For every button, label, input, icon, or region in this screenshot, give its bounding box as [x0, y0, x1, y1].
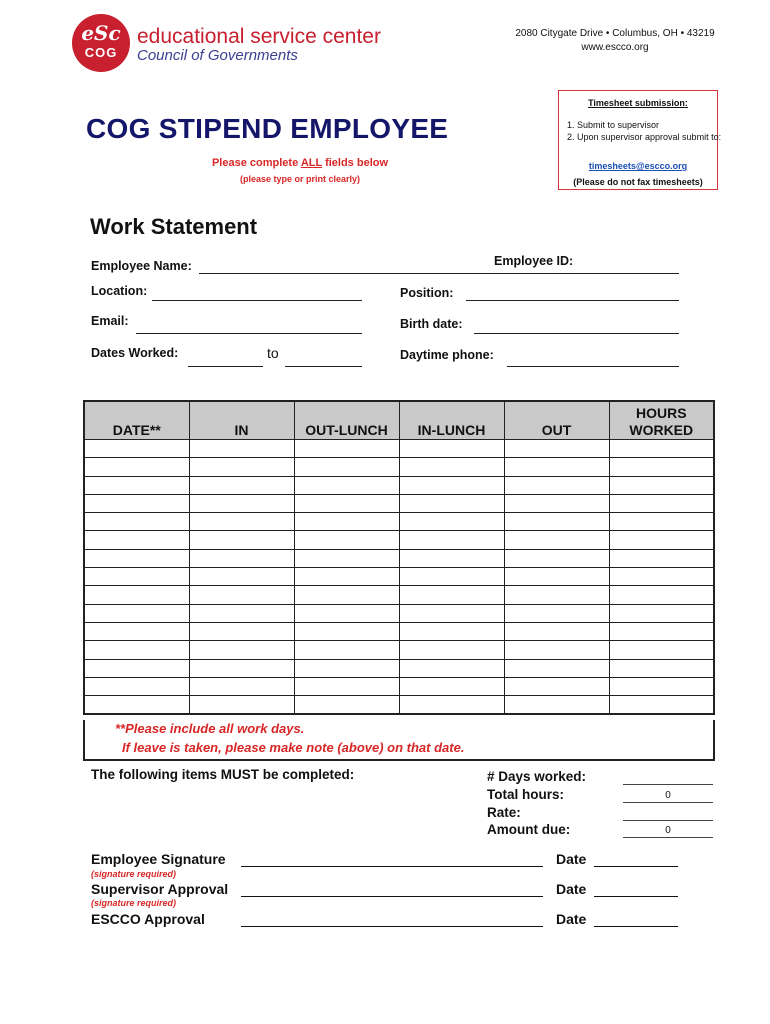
timesheet-cell[interactable] [84, 659, 189, 677]
timesheet-cell[interactable] [294, 531, 399, 549]
timesheet-cell[interactable] [609, 677, 714, 695]
timesheet-cell[interactable] [504, 604, 609, 622]
instruction-line [180, 157, 420, 169]
timesheet-cell[interactable] [504, 494, 609, 512]
timesheet-cell[interactable] [609, 696, 714, 715]
employee-date-field[interactable] [594, 866, 678, 867]
timesheet-cell[interactable] [609, 494, 714, 512]
logo-text-top: eSc [81, 21, 121, 45]
table-row [84, 494, 714, 512]
timesheet-cell[interactable] [399, 641, 504, 659]
table-row [84, 531, 714, 549]
timesheet-cell[interactable] [609, 568, 714, 586]
timesheet-cell[interactable] [609, 641, 714, 659]
table-row [84, 513, 714, 531]
timesheet-cell[interactable] [399, 494, 504, 512]
timesheet-cell[interactable] [189, 440, 294, 458]
timesheet-cell[interactable] [504, 549, 609, 567]
dates-worked-from-field[interactable] [188, 366, 263, 367]
timesheet-cell[interactable] [84, 622, 189, 640]
timesheet-cell[interactable] [399, 458, 504, 476]
instruction-subline: (please type or print clearly) [239, 174, 361, 184]
org-subtitle: Council of Governments [137, 47, 298, 64]
days-worked-field[interactable] [623, 771, 713, 785]
timesheet-cell[interactable] [609, 458, 714, 476]
timesheet-cell[interactable] [189, 641, 294, 659]
timesheet-cell[interactable] [609, 586, 714, 604]
days-worked-label: # Days worked: [487, 769, 587, 784]
dates-worked-label: Dates Worked: [91, 346, 179, 360]
timesheet-cell[interactable] [609, 622, 714, 640]
escco-approval-label: ESCCO Approval [91, 911, 205, 927]
timesheet-cell[interactable] [294, 458, 399, 476]
timesheet-cell[interactable] [189, 677, 294, 695]
timesheet-cell[interactable] [189, 696, 294, 715]
timesheet-cell[interactable] [609, 604, 714, 622]
table-row [84, 641, 714, 659]
submission-email-link[interactable]: timesheets@escco.org [588, 161, 688, 171]
timesheet-cell[interactable] [609, 440, 714, 458]
timesheet-cell[interactable] [294, 677, 399, 695]
column-header-date: DATE** [84, 401, 189, 440]
timesheet-cell[interactable] [504, 677, 609, 695]
dates-to-label: to [267, 345, 279, 361]
timesheet-cell[interactable] [84, 494, 189, 512]
supervisor-signature-field[interactable] [241, 896, 543, 897]
timesheet-cell[interactable] [84, 586, 189, 604]
timesheet-cell[interactable] [189, 476, 294, 494]
timesheet-cell[interactable] [84, 641, 189, 659]
timesheet-cell[interactable] [84, 513, 189, 531]
signature-required-note: (signature required) [91, 898, 177, 908]
timesheet-cell[interactable] [84, 549, 189, 567]
timesheet-cell[interactable] [294, 622, 399, 640]
table-row [84, 659, 714, 677]
timesheet-cell[interactable] [189, 622, 294, 640]
table-row [84, 604, 714, 622]
timesheet-cell[interactable] [294, 494, 399, 512]
position-field[interactable] [466, 300, 679, 301]
amount-due-field[interactable]: 0 [623, 824, 713, 838]
timesheet-cell[interactable] [504, 659, 609, 677]
timesheet-cell[interactable] [294, 604, 399, 622]
column-header-hours-worked [609, 401, 714, 440]
timesheet-cell[interactable] [504, 641, 609, 659]
daytime-phone-label: Daytime phone: [400, 348, 494, 362]
timesheet-cell[interactable] [294, 659, 399, 677]
timesheet-cell[interactable] [189, 659, 294, 677]
daytime-phone-field[interactable] [507, 366, 679, 367]
timesheet-cell[interactable] [84, 604, 189, 622]
timesheet-cell[interactable] [609, 531, 714, 549]
instruction-text: fields below [322, 157, 389, 169]
website[interactable]: www.escco.org [581, 42, 649, 53]
table-row [84, 586, 714, 604]
table-row [84, 440, 714, 458]
hours-header-line: WORKED [629, 422, 694, 438]
timesheet-cell[interactable] [84, 440, 189, 458]
timesheet-cell[interactable] [399, 568, 504, 586]
timesheet-cell[interactable] [399, 696, 504, 715]
submission-steps [565, 119, 722, 143]
dates-worked-to-field[interactable] [285, 366, 362, 367]
column-header-in: IN [189, 401, 294, 440]
total-hours-label: Total hours: [487, 787, 564, 802]
timesheet-cell[interactable] [504, 458, 609, 476]
table-row [84, 568, 714, 586]
timesheet-cell[interactable] [189, 604, 294, 622]
timesheet-cell[interactable] [399, 513, 504, 531]
work-statement-heading: Work Statement [90, 214, 258, 239]
timesheet-cell[interactable] [399, 622, 504, 640]
must-complete-text: The following items MUST be completed: [91, 767, 355, 782]
timesheet-cell[interactable] [189, 586, 294, 604]
timesheet-cell[interactable] [504, 531, 609, 549]
submission-step: 2. Upon supervisor approval submit to: [577, 131, 722, 143]
submission-step: 1. Submit to supervisor [577, 119, 722, 131]
timesheet-cell[interactable] [84, 677, 189, 695]
timesheet-cell[interactable] [609, 476, 714, 494]
timesheet-cell[interactable] [504, 696, 609, 715]
timesheet-cell[interactable] [399, 440, 504, 458]
timesheet-cell[interactable] [84, 458, 189, 476]
table-row [84, 677, 714, 695]
submission-title: Timesheet submission: [588, 98, 688, 108]
timesheet-cell[interactable] [294, 549, 399, 567]
timesheet-cell[interactable] [84, 531, 189, 549]
timesheet-table [83, 400, 715, 715]
timesheet-cell[interactable] [189, 458, 294, 476]
logo-text-bottom: COG [84, 45, 118, 60]
timesheet-cell[interactable] [504, 513, 609, 531]
timesheet-cell[interactable] [189, 531, 294, 549]
amount-due-label: Amount due: [487, 822, 571, 837]
email-label: Email: [91, 314, 129, 328]
supervisor-date-field[interactable] [594, 896, 678, 897]
timesheet-cell[interactable] [399, 586, 504, 604]
timesheet-cell[interactable] [294, 568, 399, 586]
birth-date-field[interactable] [474, 333, 679, 334]
location-field[interactable] [152, 300, 362, 301]
signature-required-note: (signature required) [91, 869, 177, 879]
timesheet-cell[interactable] [189, 494, 294, 512]
timesheet-cell[interactable] [294, 513, 399, 531]
column-header-in-lunch: IN-LUNCH [399, 401, 504, 440]
timesheet-note-line: **Please include all work days. [115, 721, 305, 736]
timesheet-cell[interactable] [189, 513, 294, 531]
timesheet-cell[interactable] [504, 476, 609, 494]
column-header-out-lunch: OUT-LUNCH [294, 401, 399, 440]
address-line: 2080 Citygate Drive • Columbus, OH • 43219 [515, 28, 715, 39]
table-row [84, 622, 714, 640]
employee-id-label: Employee ID: [494, 254, 574, 268]
employee-name-field[interactable] [199, 273, 679, 274]
timesheet-cell[interactable] [609, 549, 714, 567]
timesheet-cell[interactable] [84, 696, 189, 715]
table-row [84, 476, 714, 494]
birth-date-label: Birth date: [400, 317, 463, 331]
timesheet-note [83, 720, 715, 761]
employee-date-label: Date [556, 851, 587, 867]
page-title: COG STIPEND EMPLOYEE [86, 113, 449, 144]
supervisor-approval-label: Supervisor Approval [91, 881, 229, 897]
timesheet-cell[interactable] [189, 549, 294, 567]
timesheet-cell[interactable] [609, 513, 714, 531]
column-header-out: OUT [504, 401, 609, 440]
timesheet-cell[interactable] [504, 622, 609, 640]
timesheet-cell[interactable] [84, 568, 189, 586]
total-hours-field[interactable]: 0 [623, 789, 713, 803]
employee-name-label: Employee Name: [91, 259, 192, 273]
timesheet-cell[interactable] [294, 696, 399, 715]
esc-logo [72, 14, 130, 72]
timesheet-cell[interactable] [504, 568, 609, 586]
timesheet-note-line: If leave is taken, please make note (above) on that date. [122, 740, 465, 755]
employee-signature-label: Employee Signature [91, 851, 226, 867]
org-name: educational service center [137, 25, 381, 48]
timesheet-header-row [84, 401, 714, 440]
escco-date-label: Date [556, 911, 587, 927]
escco-date-field[interactable] [594, 926, 678, 927]
timesheet-cell[interactable] [399, 677, 504, 695]
rate-label: Rate: [487, 805, 521, 820]
timesheet-cell[interactable] [609, 659, 714, 677]
email-field[interactable] [136, 333, 362, 334]
supervisor-date-label: Date [556, 881, 587, 897]
timesheet-body [84, 440, 714, 715]
hours-header-line: HOURS [635, 405, 687, 421]
timesheet-cell[interactable] [399, 531, 504, 549]
submission-fax-note: (Please do not fax timesheets) [573, 177, 703, 187]
escco-signature-field[interactable] [241, 926, 543, 927]
timesheet-cell[interactable] [399, 659, 504, 677]
rate-field[interactable] [623, 807, 713, 821]
table-row [84, 549, 714, 567]
timesheet-cell[interactable] [294, 641, 399, 659]
timesheet-cell[interactable] [399, 604, 504, 622]
timesheet-cell[interactable] [189, 568, 294, 586]
submission-box [558, 90, 722, 190]
timesheet-cell[interactable] [294, 476, 399, 494]
employee-signature-field[interactable] [241, 866, 543, 867]
timesheet-cell[interactable] [504, 586, 609, 604]
timesheet-cell[interactable] [399, 476, 504, 494]
timesheet-cell[interactable] [294, 586, 399, 604]
timesheet-cell[interactable] [84, 476, 189, 494]
table-row [84, 458, 714, 476]
location-label: Location: [91, 284, 148, 298]
position-label: Position: [400, 286, 454, 300]
timesheet-cell[interactable] [504, 440, 609, 458]
instruction-all: ALL [300, 157, 323, 169]
timesheet-cell[interactable] [294, 440, 399, 458]
timesheet-cell[interactable] [399, 549, 504, 567]
table-row [84, 696, 714, 715]
instruction-text: Please complete [211, 157, 301, 169]
